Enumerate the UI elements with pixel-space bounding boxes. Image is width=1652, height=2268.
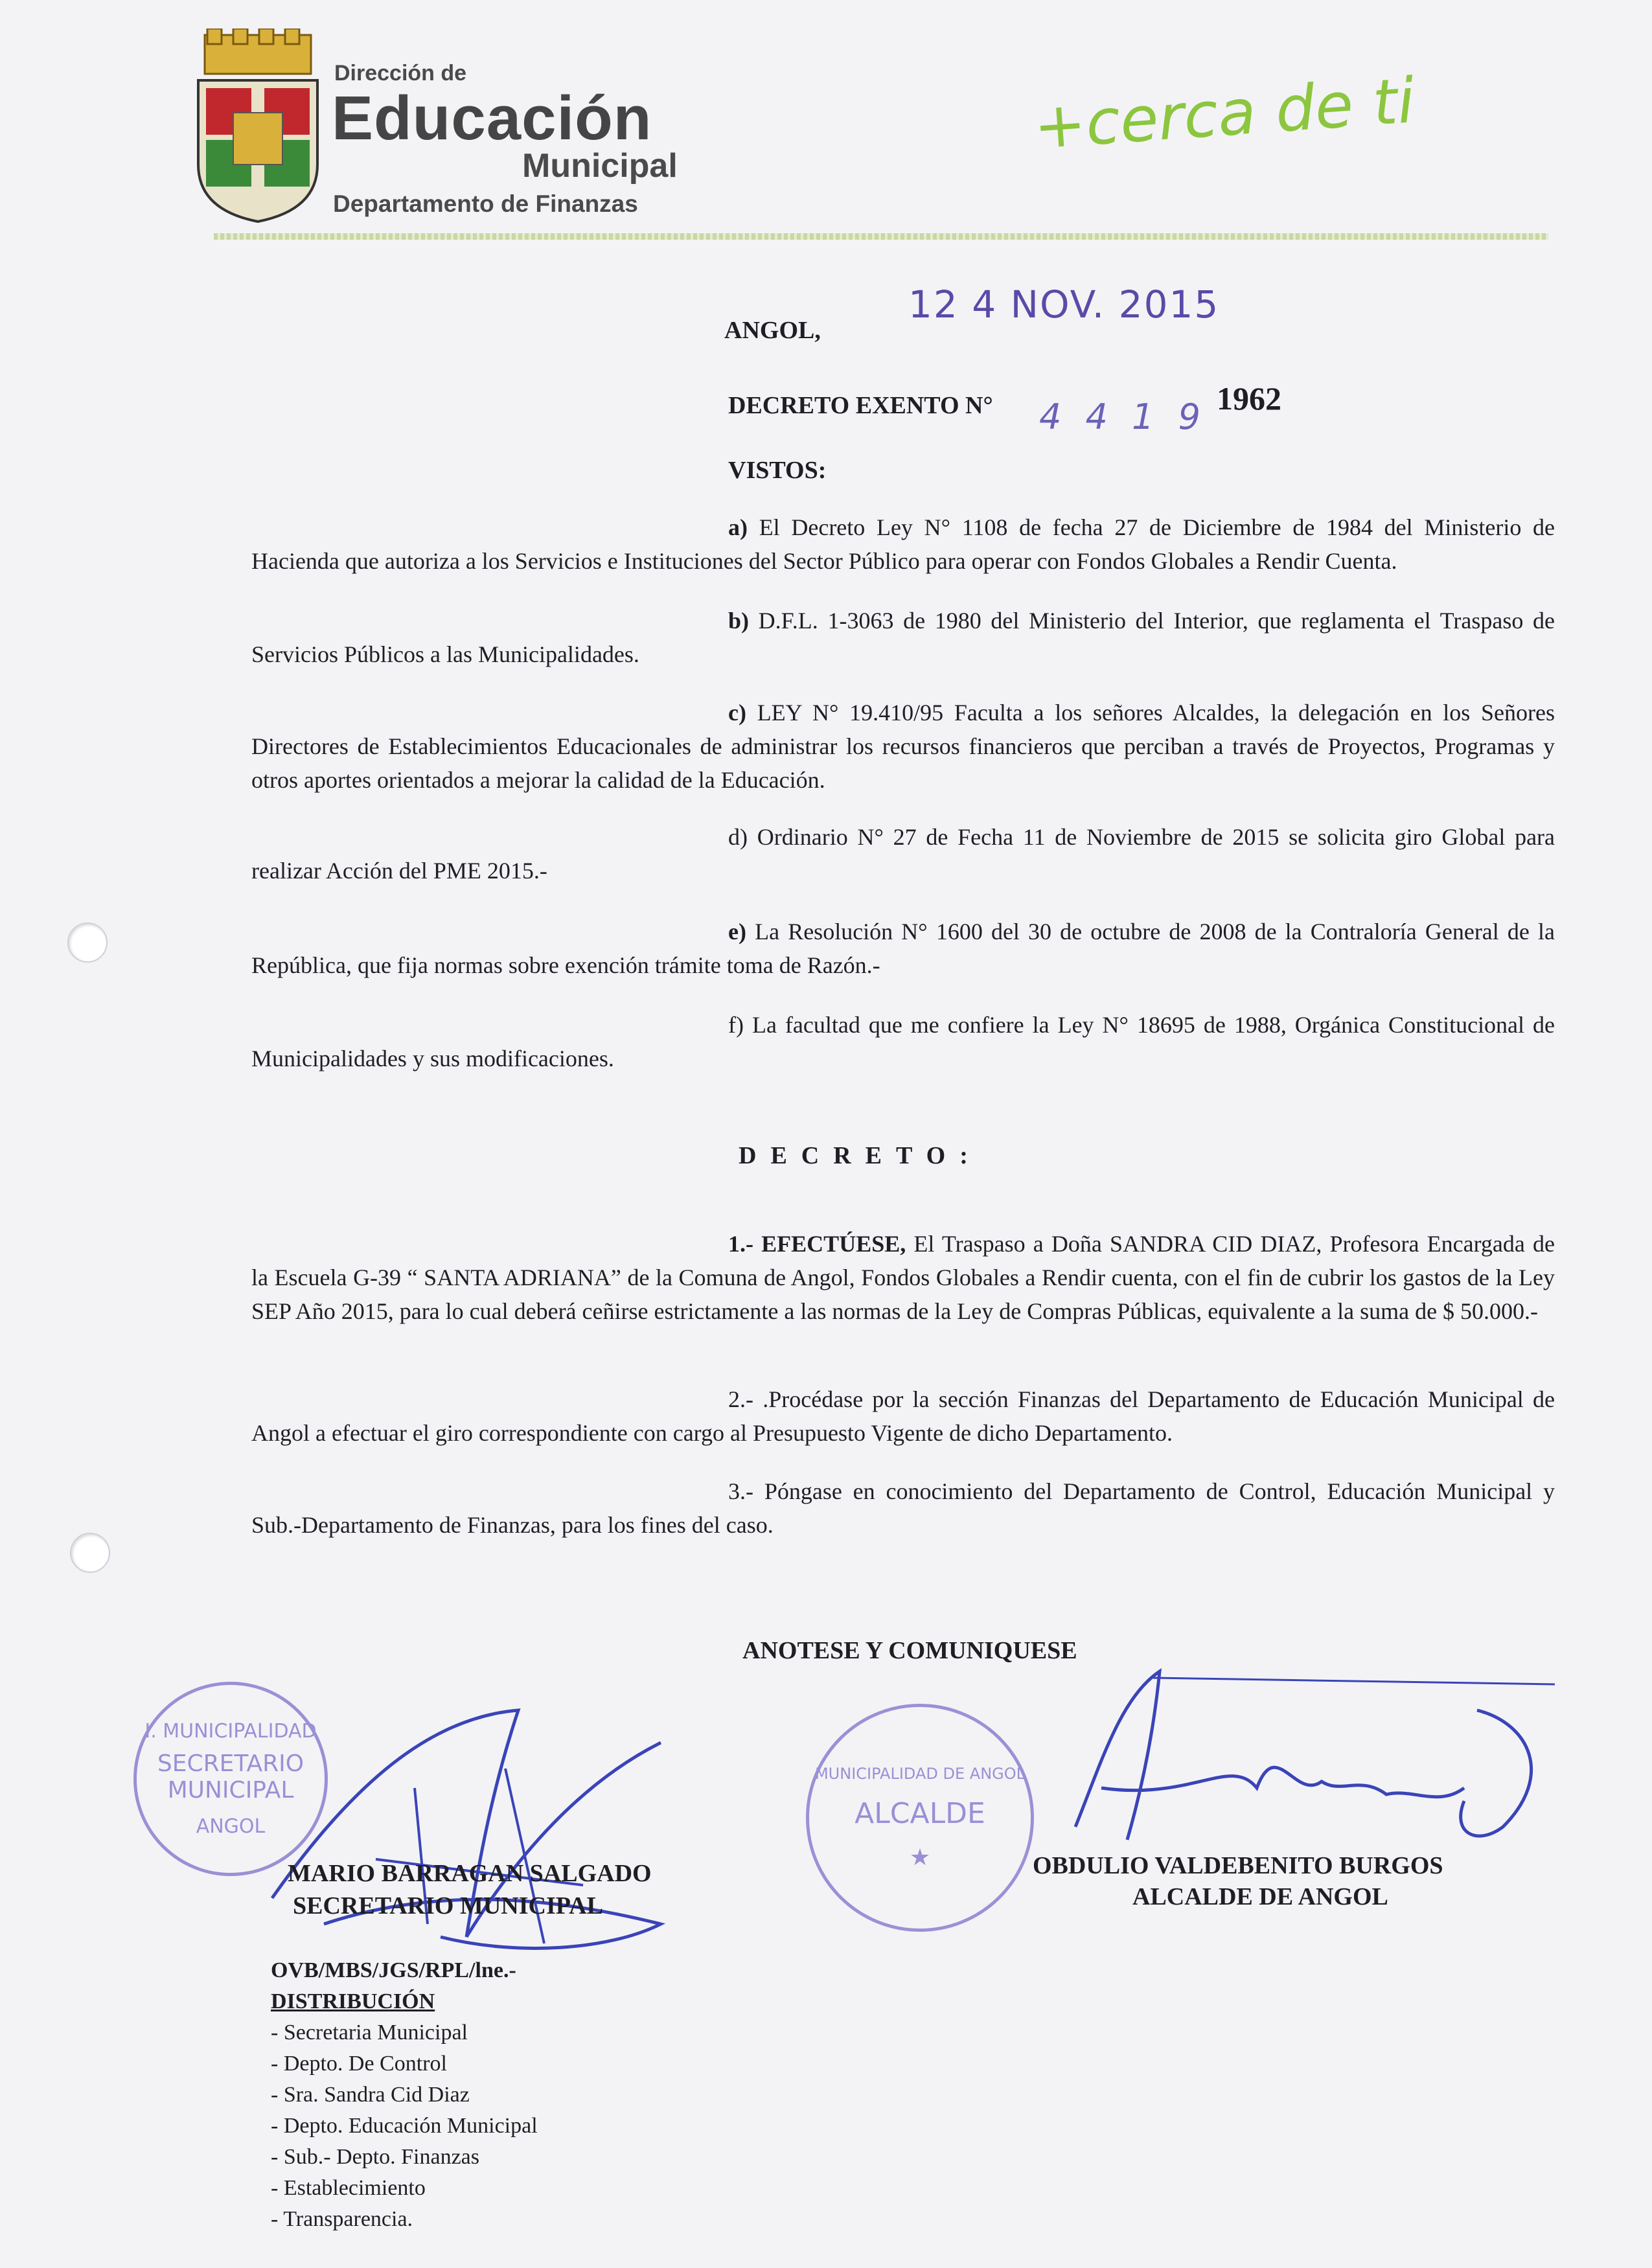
decree-stamp: 4 4 1 9	[1039, 396, 1207, 437]
visto-text: Ordinario N° 27 de Fecha 11 de Noviembre de 2015 se solicita giro Global para realizar Acción del PME 2015.-	[251, 824, 1555, 884]
date-stamp: 12 4 NOV. 2015	[908, 282, 1220, 326]
decreto-heading: DECRETO:	[739, 1142, 982, 1169]
letterhead-direccion: Dirección de	[334, 61, 467, 86]
item-text: Póngase en conocimiento del Departamento de Control, Educación Municipal y Sub.-Departamento de Finanzas, para los fines del caso.	[251, 1478, 1555, 1538]
decree-number: 1962	[1217, 380, 1281, 417]
slogan: +cerca de ti	[1031, 64, 1417, 163]
initials: OVB/MBS/JGS/RPL/lne.-	[271, 1958, 516, 1982]
star-icon: ★	[909, 1844, 931, 1871]
visto-key: f)	[728, 1012, 744, 1038]
punch-hole	[67, 922, 108, 963]
visto-a	[251, 510, 1555, 578]
item-text: .Procédase por la sección Finanzas del Departamento de Educación Municipal de Angol a efectuar el giro correspondiente con cargo al Presupuesto Vigente de dicho Departamento.	[251, 1386, 1555, 1446]
secretario-title: SECRETARIO MUNICIPAL	[293, 1892, 603, 1919]
item-number: 3.-	[728, 1478, 753, 1504]
visto-key: c)	[728, 700, 746, 726]
visto-text: La Resolución N° 1600 del 30 de octubre de 2008 de la Contraloría General de la República, que fija normas sobre exención trámite toma de Razón.-	[251, 919, 1555, 978]
decreto-item-2	[251, 1382, 1555, 1450]
alcalde-title: ALCALDE DE ANGOL	[1132, 1883, 1388, 1910]
seal-ring-text: MUNICIPALIDAD DE ANGOL	[814, 1765, 1026, 1783]
secretario-name: MARIO BARRAGAN SALGADO	[288, 1860, 652, 1887]
visto-text: El Decreto Ley N° 1108 de fecha 27 de Diciembre de 1984 del Ministerio de Hacienda que autoriza a los Servicios e Instituciones del Sector Público para operar con Fondos Globales a Rendir Cuenta.	[251, 514, 1555, 574]
visto-text: La facultad que me confiere la Ley N° 18695 de 1988, Orgánica Constitucional de Municipalidades y sus modificaciones.	[251, 1012, 1555, 1071]
distribution-item: - Secretaria Municipal	[271, 2021, 468, 2045]
decreto-item-1	[251, 1227, 1555, 1328]
visto-c	[251, 696, 1555, 797]
distribution-item: - Depto. De Control	[271, 2052, 447, 2076]
vistos-heading: VISTOS:	[728, 457, 827, 484]
letterhead-divider	[214, 233, 1548, 240]
municipal-crest-icon	[193, 29, 323, 223]
alcalde-signature	[1062, 1658, 1568, 1866]
visto-text: LEY N° 19.410/95 Faculta a los señores Alcaldes, la delegación en los Señores Directores de Establecimientos Educacionales de administrar los recursos financieros que perciban a través de Proyectos, Programas y otros aportes orientados a mejorar la calidad de la Educación.	[251, 700, 1555, 793]
distribution-item: - Depto. Educación Municipal	[271, 2114, 538, 2138]
distribution-item: - Establecimiento	[271, 2176, 426, 2200]
item-text: El Traspaso a Doña SANDRA CID DIAZ, Profesora Encargada de la Escuela G-39 “ SANTA ADRIANA” de la Comuna de Angol, Fondos Globales a Rendir cuenta, con el fin de cubrir los gastos de la Ley SEP Año 2015, para lo cual deberá ceñirse estrictamente a las normas de la Ley de Compras Públicas, equivalente a la suma de $ 50.000.-	[251, 1231, 1555, 1324]
item-lead: EFECTÚESE,	[761, 1231, 906, 1257]
visto-key: d)	[728, 824, 748, 850]
distribution-item: - Sub.- Depto. Finanzas	[271, 2145, 480, 2169]
seal-line-1: SECRETARIO	[157, 1750, 304, 1777]
alcalde-name: OBDULIO VALDEBENITO BURGOS	[1033, 1852, 1443, 1879]
distribution-block	[271, 1955, 538, 2235]
visto-key: a)	[728, 514, 748, 540]
seal-center-text: ALCALDE	[855, 1797, 985, 1830]
seal-bottom-text: ANGOL	[196, 1815, 266, 1838]
city-label: ANGOL,	[724, 317, 821, 344]
distribution-heading: DISTRIBUCIÓN	[271, 1989, 435, 2013]
decreto-item-3	[251, 1474, 1555, 1542]
letterhead-municipal: Municipal	[522, 147, 678, 185]
item-number: 2.-	[728, 1386, 753, 1412]
visto-key: e)	[728, 919, 746, 945]
visto-f	[251, 1008, 1555, 1075]
letterhead-educacion: Educación	[332, 84, 652, 153]
visto-key: b)	[728, 608, 750, 634]
punch-hole	[70, 1533, 110, 1573]
letterhead-departamento: Departamento de Finanzas	[333, 190, 638, 217]
decree-label: DECRETO EXENTO N°	[728, 392, 993, 419]
visto-e	[251, 915, 1555, 982]
seal-top-text: I. MUNICIPALIDAD	[144, 1720, 317, 1743]
visto-b	[251, 604, 1555, 671]
distribution-item: - Transparencia.	[271, 2207, 413, 2231]
distribution-item: - Sra. Sandra Cid Diaz	[271, 2083, 470, 2107]
visto-text: D.F.L. 1-3063 de 1980 del Ministerio del Interior, que reglamenta el Traspaso de Servicios Públicos a las Municipalidades.	[251, 608, 1555, 667]
closing-line: ANOTESE Y COMUNIQUESE	[742, 1637, 1077, 1664]
visto-d	[251, 820, 1555, 888]
secretario-signature	[246, 1691, 700, 1963]
seal-line-2: MUNICIPAL	[167, 1777, 294, 1804]
item-number: 1.-	[728, 1231, 753, 1257]
alcalde-seal	[806, 1704, 1034, 1932]
